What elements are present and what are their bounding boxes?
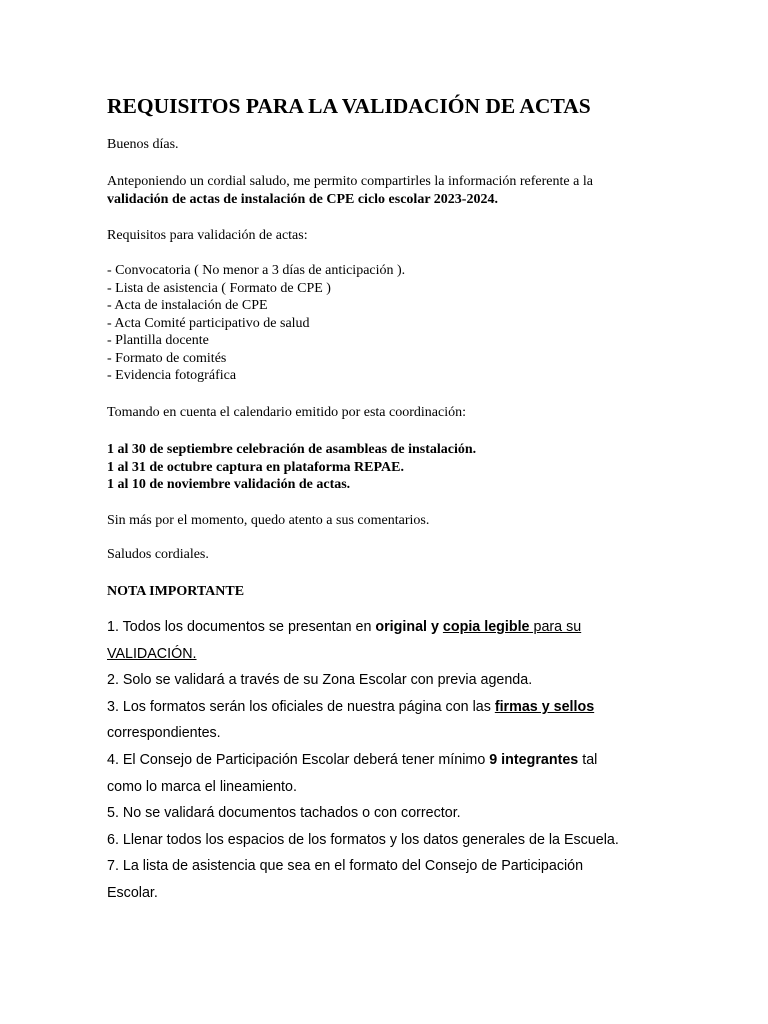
note-item-4 [107, 747, 619, 800]
note-1-text: 1. Todos los documentos se presentan en [107, 619, 376, 635]
note-6-text: 6. Llenar todos los espacios de los formatos y los datos generales de la Escuela. [107, 831, 619, 848]
note-4-integrantes: 9 integrantes [489, 751, 579, 768]
note-item-7 [107, 853, 619, 906]
requirements-list [107, 262, 405, 385]
calendar-section [107, 441, 476, 494]
note-item-3 [107, 694, 619, 747]
list-item: - Plantilla docente [107, 333, 209, 348]
notes-section [107, 614, 619, 907]
closing-text: Sin más por el momento, quedo atento a sus comentarios. [107, 513, 430, 528]
note-3-text: 3. Los formatos serán los oficiales de nuestra página con las [107, 698, 495, 715]
note-1-original: original y [375, 619, 443, 635]
calendar-item: 1 al 30 de septiembre celebración de asambleas de instalación. [107, 442, 477, 457]
note-item-1 [107, 614, 619, 667]
note-7-text: 7. La lista de asistencia que sea en el formato del Consejo de Participación [107, 858, 584, 875]
intro-line-2: validación de actas de instalación de CPE ciclo escolar 2023-2024. [107, 191, 498, 207]
list-item: - Formato de comités [107, 350, 227, 366]
list-item: - Acta Comité participativo de salud [107, 315, 310, 331]
calendar-intro [107, 404, 466, 422]
requirements-heading-text: Requisitos para validación de actas: [107, 228, 308, 243]
note-heading [107, 583, 244, 601]
note-4-tal: tal [578, 751, 598, 768]
calendar-intro-text: Tomando en cuenta el calendario emitido por esta coordinación: [107, 405, 466, 420]
note-1-validacion: VALIDACIÓN. [107, 645, 197, 662]
note-4-continuation: como lo marca el lineamiento. [107, 778, 297, 795]
list-item: - Convocatoria ( No menor a 3 días de anticipación ). [107, 263, 406, 278]
note-item-2 [107, 667, 619, 694]
greeting [107, 136, 179, 154]
list-item: - Lista de asistencia ( Formato de CPE ) [107, 280, 331, 296]
note-7-continuation: Escolar. [107, 884, 158, 901]
list-item: - Acta de instalación de CPE [107, 298, 268, 313]
calendar-item: 1 al 31 de octubre captura en plataforma REPAE. [107, 459, 404, 475]
note-heading-text: NOTA IMPORTANTE [107, 584, 245, 599]
note-1-copia-legible: copia legible [442, 619, 530, 635]
requirements-heading [107, 227, 308, 245]
note-item-6 [107, 827, 619, 854]
greeting-text: Buenos días. [107, 137, 179, 152]
list-item: - Evidencia fotográfica [107, 368, 237, 383]
requirements-section [107, 262, 405, 385]
note-3-firmas-sellos: firmas y sellos [494, 698, 595, 715]
note-item-5 [107, 800, 619, 827]
salutation [107, 546, 209, 564]
closing [107, 512, 429, 530]
document-title: REQUISITOS PARA LA VALIDACIÓN DE ACTAS [107, 94, 591, 118]
note-1-para-su: para su [529, 619, 582, 635]
intro-paragraph [107, 173, 593, 208]
salutation-text: Saludos cordiales. [107, 547, 209, 562]
notes-list [107, 614, 619, 907]
calendar-item: 1 al 10 de noviembre validación de actas. [107, 477, 351, 492]
note-5-text: 5. No se validará documentos tachados o con corrector. [107, 805, 461, 822]
note-3-continuation: correspondientes. [107, 725, 221, 742]
note-4-text: 4. El Consejo de Participación Escolar deberá tener mínimo [107, 751, 490, 768]
intro-line-1: Anteponiendo un cordial saludo, me permito compartirles la información referente a la [107, 174, 593, 189]
note-2-text: 2. Solo se validará a través de su Zona Escolar con previa agenda. [107, 672, 533, 689]
